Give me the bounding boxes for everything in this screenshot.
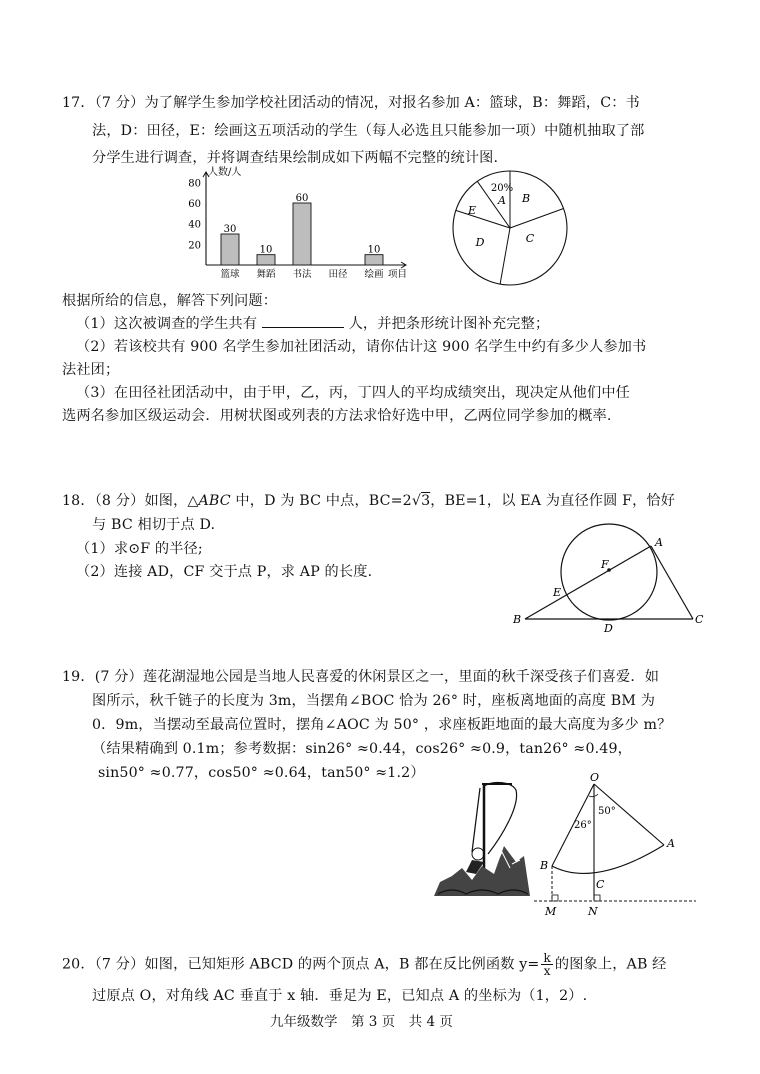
right-angle-m [552,895,558,901]
label-e: E [553,586,562,599]
q19-figure [530,770,705,920]
answer-blank[interactable] [262,315,344,328]
x-tick-label: 篮球 [220,269,240,280]
q20-line-1 [62,952,667,977]
pie-chart [450,166,580,292]
q17-sub2-line-1: （2）若该校共有 900 名学生参加社团活动，请你估计这 900 名学生中约有多少人参加书 [76,339,647,355]
label-d: D [604,622,613,635]
pie-slice-label-D: D [475,236,485,249]
q18-line-1-c: ，BE=1，以 EA 为直径作圆 F，恰好 [430,493,676,509]
arc-bca [552,845,664,873]
q18-sub2: （2）连接 AD，CF 交于点 P，求 AP 的长度. [76,564,373,580]
x-tick-label: 田径 [328,269,348,280]
circle-f [561,524,657,620]
sqrt-argument: 3 [421,493,431,509]
label-f: F [601,558,609,571]
label-b: B [513,613,522,626]
x-tick-label: 书法 [292,269,312,280]
q20-line-1-b: 的图象上，AB 经 [554,956,667,973]
bar-绘画 [365,255,383,265]
pie-slice-edge [500,228,510,284]
label-m: M [545,905,557,918]
y-tick-label: 60 [188,199,201,210]
q19-line-2: 图所示，秋千链子的长度为 3m，当摆角∠BOC 恰为 26° 时，座板离地面的高度 BM 为 [92,693,656,709]
bar-value-label: 10 [259,244,273,256]
q19-line-3: 0．9m，当摆动至最高位置时，摆角∠AOC 为 50° ，求座板距地面的最大高度为多少 m？ [92,717,672,733]
pie-slice-label-A: A [498,194,506,207]
q18-line-2: 与 BC 相切于点 D. [92,517,216,533]
q18-line-1 [62,490,675,510]
bar-舞蹈 [257,255,275,265]
q17-sub3-line-2: 选两名参加区级运动会．用树状图或列表的方法求恰好选中甲，乙两位同学参加的概率. [62,408,612,424]
label-c: C [596,878,605,891]
x-tick-label: 舞蹈 [256,269,276,280]
q17-sub1-before: （1）这次被调查的学生共有 [76,316,258,332]
q19-line-1: 19．(7 分）莲花湖湿地公园是当地人民喜爱的休闲景区之一，里面的秋千深受孩子们喜爱．如 [62,669,660,685]
y-axis-title: 人数/人 [208,167,242,178]
q18-triangle: △ABC [187,493,231,509]
q17-sub1-after: 人，并把条形统计图补充完整； [348,316,550,332]
pie-percent-label: 20% [490,183,514,194]
q17-line-3: 分学生进行调查，并将调查结果绘制成如下两幅不完整的统计图. [92,150,499,166]
label-c: C [695,613,704,626]
pie-slice-edge [456,210,510,228]
bar-value-label: 60 [295,193,309,204]
bar-书法 [293,203,311,265]
y-tick-label: 40 [188,219,201,231]
y-tick-label: 20 [188,240,201,252]
pie-slice-edge [510,209,564,228]
q17-line-1: 17．（7 分）为了解学生参加学校社团活动的情况，对报名参加 A：篮球，B：舞蹈，C：书 [62,95,640,111]
q20-line-2: 过原点 O，对角线 AC 垂直于 x 轴．垂足为 E，已知点 A 的坐标为（1，2）. [92,988,588,1004]
label-o: O [590,771,600,784]
q17-sub1 [76,313,549,333]
q18-line-1-b: 中，D 为 BC 中点，BC=2 [230,493,412,509]
q20-line-1-a: 20．（7 分）如图，已知矩形 ABCD 的两个顶点 A，B 都在反比例函数 y= [62,956,540,973]
q19-line-4: （结果精确到 0.1m；参考数据：sin26° ≈0.44，cos26° ≈0.9，tan26° ≈0.49， [92,741,632,757]
fraction-k-over-x [541,952,552,977]
bar-value-label: 30 [223,224,237,235]
swing-illustration [432,776,532,904]
angle-50-label: 50° [598,806,616,817]
q18-line-1-a: 18．（8 分）如图， [62,493,188,509]
x-axis-title: 项目 [388,269,408,280]
q17-line-2: 法，D：田径，E：绘画这五项活动的学生（每人必选且只能参加一项）中随机抽取了部 [92,123,645,139]
pie-slice-label-C: C [525,232,535,245]
q17-sub3-line-1: （3）在田径社团活动中，由于甲，乙，丙，丁四人的平均成绩突出，现决定从他们中任 [76,385,631,401]
segment-ac [651,546,693,619]
pie-slice-label-E: E [467,204,477,217]
q19-line-5: sin50° ≈0.77，cos50° ≈0.64，tan50° ≈1.2） [98,765,425,781]
bar-value-label: 10 [367,244,381,256]
right-angle-n [594,895,600,901]
q18-sub1: （1）求⊙F 的半径; [76,541,203,557]
pie-slice-label-B: B [521,192,531,205]
bar-篮球 [221,234,239,265]
q18-figure [505,520,705,635]
y-tick-label: 80 [188,178,201,190]
q17-intro: 根据所给的信息，解答下列问题： [62,293,278,309]
fraction-denominator: x [543,964,551,978]
page-footer: 九年级数学 第 3 页 共 4 页 [270,1014,453,1030]
q17-sub2-line-2: 法社团； [62,362,120,378]
label-n: N [588,905,598,918]
sqrt-symbol: √ [411,493,422,509]
fraction-numerator: k [543,951,551,965]
label-b: B [540,859,549,872]
label-a: A [655,536,663,549]
bar-chart [178,162,418,287]
segment-ba [525,546,651,619]
angle-26-label: 26° [574,820,592,831]
label-a: A [667,837,675,850]
x-tick-label: 绘画 [364,269,384,280]
